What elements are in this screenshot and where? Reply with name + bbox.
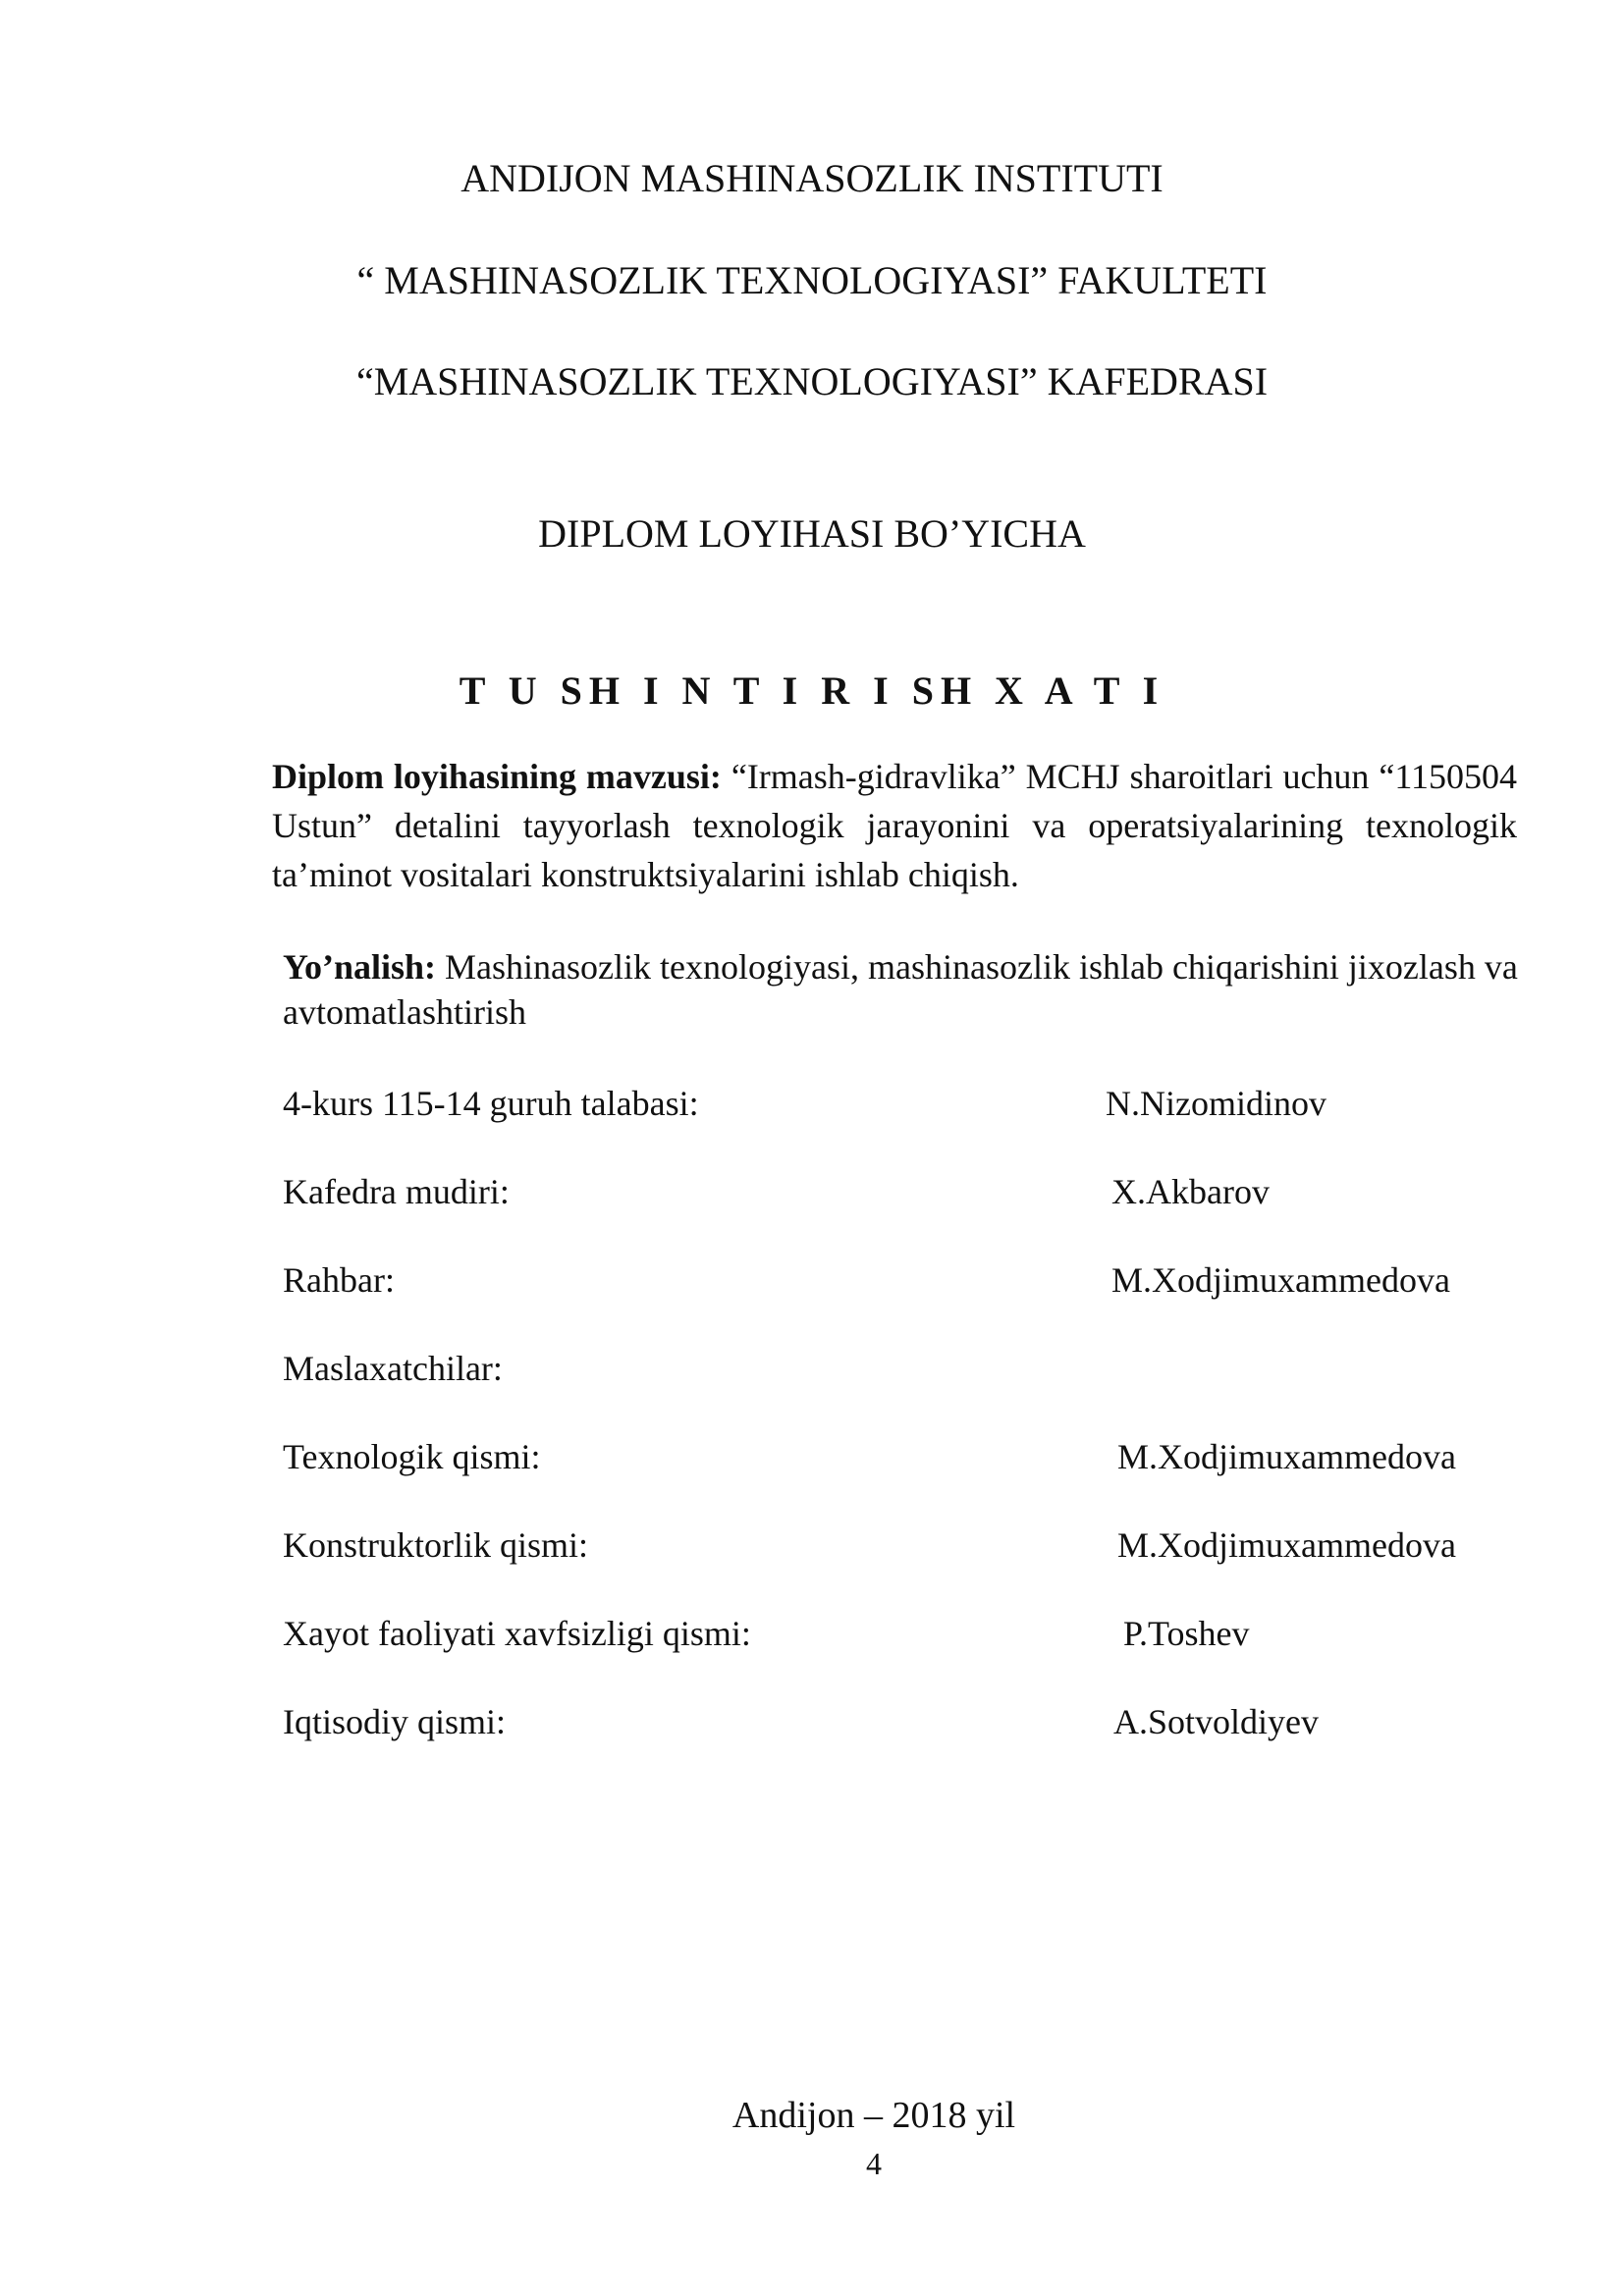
- person-role: Texnologik qismi:: [283, 1437, 541, 1476]
- person-role: Maslaxatchilar:: [283, 1349, 503, 1388]
- page-number: 4: [866, 2146, 882, 2181]
- person-row-design-part: [283, 1522, 1559, 1569]
- person-name: P.Toshev: [1123, 1614, 1250, 1653]
- person-row-technology-part: [283, 1433, 1559, 1480]
- person-role: Xayot faoliyati xavfsizligi qismi:: [283, 1614, 751, 1653]
- person-name: X.Akbarov: [1111, 1172, 1270, 1211]
- topic-label: Diplom loyihasining mavzusi:: [272, 757, 722, 796]
- person-row-supervisor: [283, 1256, 1559, 1304]
- person-name: N.Nizomidinov: [1106, 1084, 1326, 1123]
- document-title: T U SH I N T I R I SH X A T I: [459, 668, 1165, 713]
- person-role: Rahbar:: [283, 1260, 395, 1300]
- direction-paragraph: [283, 944, 1520, 1035]
- institute-name: ANDIJON MASHINASOZLIK INSTITUTI: [460, 156, 1164, 200]
- person-name: M.Xodjimuxammedova: [1117, 1525, 1456, 1565]
- topic-paragraph: [272, 752, 1517, 899]
- department-name: “MASHINASOZLIK TEXNOLOGIYASI” KAFEDRASI: [355, 359, 1269, 403]
- person-name: M.Xodjimuxammedova: [1111, 1260, 1450, 1300]
- direction-label: Yo’nalish:: [283, 947, 437, 987]
- project-type: DIPLOM LOYIHASI BO’YICHA: [538, 511, 1086, 556]
- person-role: 4-kurs 115-14 guruh talabasi:: [283, 1084, 699, 1123]
- person-name: A.Sotvoldiyev: [1113, 1702, 1320, 1741]
- direction-text: Mashinasozlik texnologiyasi, mashinasozlik ishlab chiqarishini jixozlash va avtomatlashtirish: [283, 947, 1518, 1032]
- person-row-economic-part: [283, 1698, 1559, 1745]
- person-name: M.Xodjimuxammedova: [1117, 1437, 1456, 1476]
- faculty-name: “ MASHINASOZLIK TEXNOLOGIYASI” FAKULTETI: [356, 258, 1268, 302]
- person-role: Konstruktorlik qismi:: [283, 1525, 589, 1565]
- person-row-head-of-department: [283, 1168, 1559, 1215]
- topic-text: “Irmash-gidravlika” MCHJ sharoitlari uchun “1150504 Ustun” detalini tayyorlash texnologik jarayonini va operatsiyalarining texnologik ta’minot vositalari konstruktsiyalarini ishlab chiqish.: [272, 757, 1517, 894]
- person-role: Kafedra mudiri:: [283, 1172, 510, 1211]
- person-role: Iqtisodiy qismi:: [283, 1702, 507, 1741]
- footer-city-year: Andijon – 2018 yil: [731, 2095, 1016, 2136]
- person-row-student: [283, 1080, 1559, 1127]
- person-row-safety-part: [283, 1610, 1559, 1657]
- person-row-consultants: [283, 1345, 1559, 1392]
